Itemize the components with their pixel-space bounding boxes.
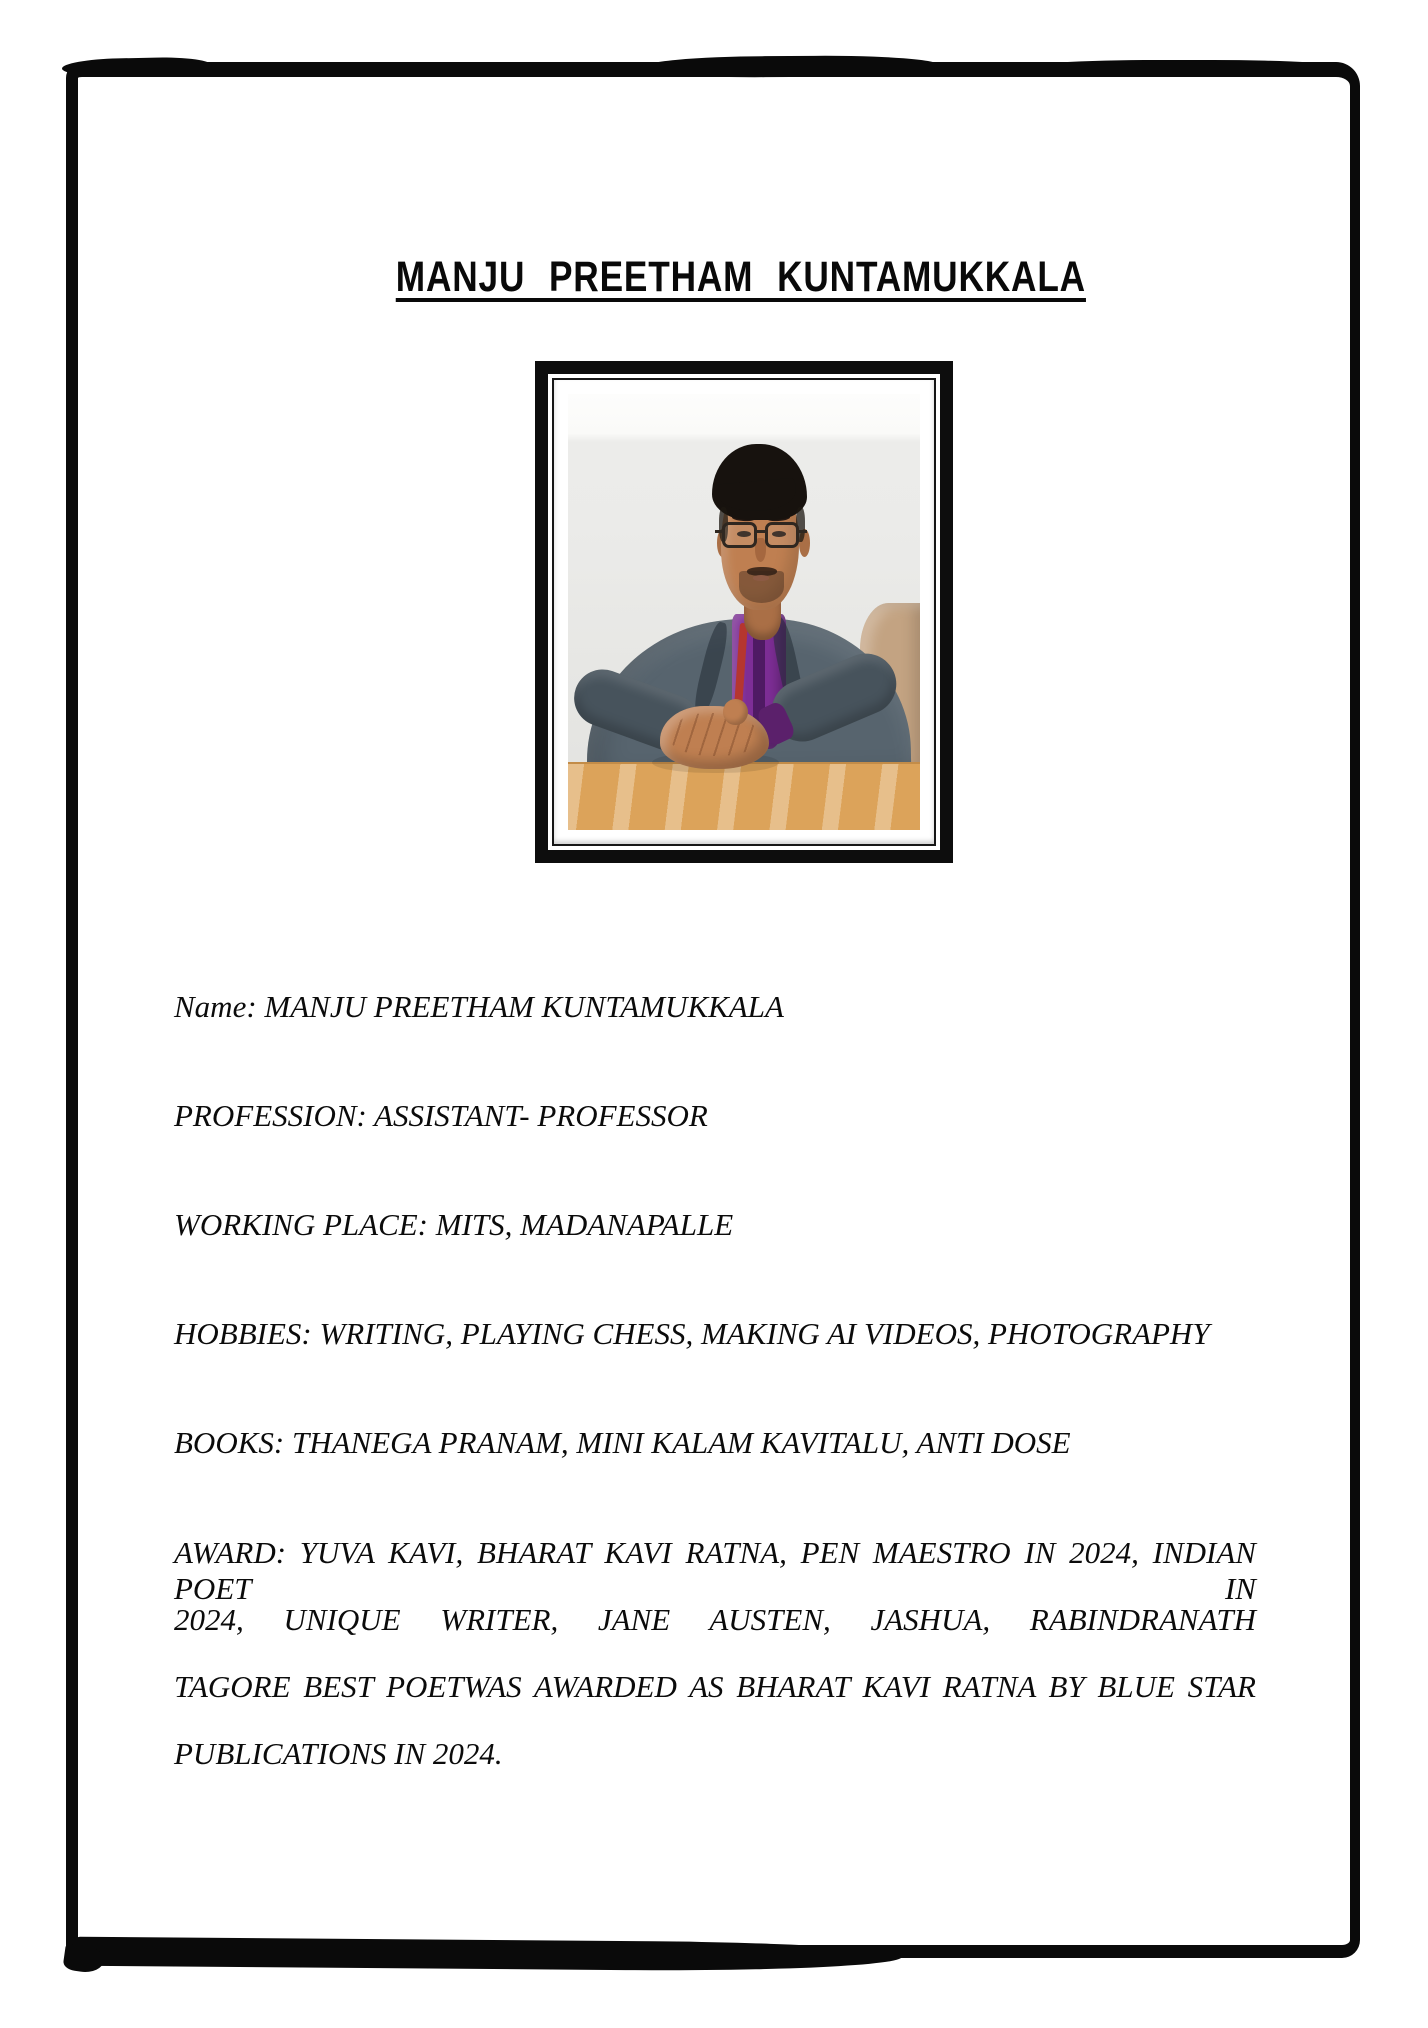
lip-shape — [753, 575, 769, 580]
bio-line-working-place: WORKING PLACE: MITS, MADANAPALLE — [174, 1207, 734, 1242]
glasses-icon — [715, 522, 807, 553]
award-line-4: PUBLICATIONS IN 2024. — [174, 1736, 503, 1771]
bio-line-profession: PROFESSION: ASSISTANT- PROFESSOR — [174, 1098, 708, 1133]
page-title — [200, 254, 1282, 301]
photo-frame-gap — [548, 374, 940, 850]
glasses-temple-left — [715, 530, 723, 533]
bio-line-books: BOOKS: THANEGA PRANAM, MINI KALAM KAVITALU, ANTI DOSE — [174, 1425, 1071, 1460]
award-paragraph — [174, 1535, 1256, 1803]
bio-line-hobbies: HOBBIES: WRITING, PLAYING CHESS, MAKING AI VIDEOS, PHOTOGRAPHY — [174, 1316, 1210, 1351]
glasses-lens-left — [722, 522, 757, 548]
photo-frame — [535, 361, 953, 863]
award-line-3: TAGORE BEST POETWAS AWARDED AS BHARAT KAVI RATNA BY BLUE STAR — [174, 1669, 1256, 1704]
glasses-lens-right — [765, 522, 800, 548]
bio-info-list — [174, 989, 1256, 1534]
award-line-2: 2024, UNIQUE WRITER, JANE AUSTEN, JASHUA, RABINDRANATH — [174, 1602, 1256, 1637]
glasses-bridge — [755, 530, 766, 533]
desk-shape — [568, 762, 920, 830]
portrait-photo — [568, 394, 920, 830]
award-line-1: AWARD: YUVA KAVI, BHARAT KAVI RATNA, PEN MAESTRO IN 2024, INDIAN POET IN — [174, 1535, 1256, 1606]
photo-frame-mat — [552, 378, 936, 846]
page-title-text: MANJU PREETHAM KUNTAMUKKALA — [395, 253, 1087, 301]
thumb-shape — [723, 699, 748, 725]
glasses-temple-right — [798, 530, 806, 533]
border-stroke-top-right — [1020, 60, 1350, 76]
bio-line-name: Name: MANJU PREETHAM KUNTAMUKKALA — [174, 989, 784, 1024]
